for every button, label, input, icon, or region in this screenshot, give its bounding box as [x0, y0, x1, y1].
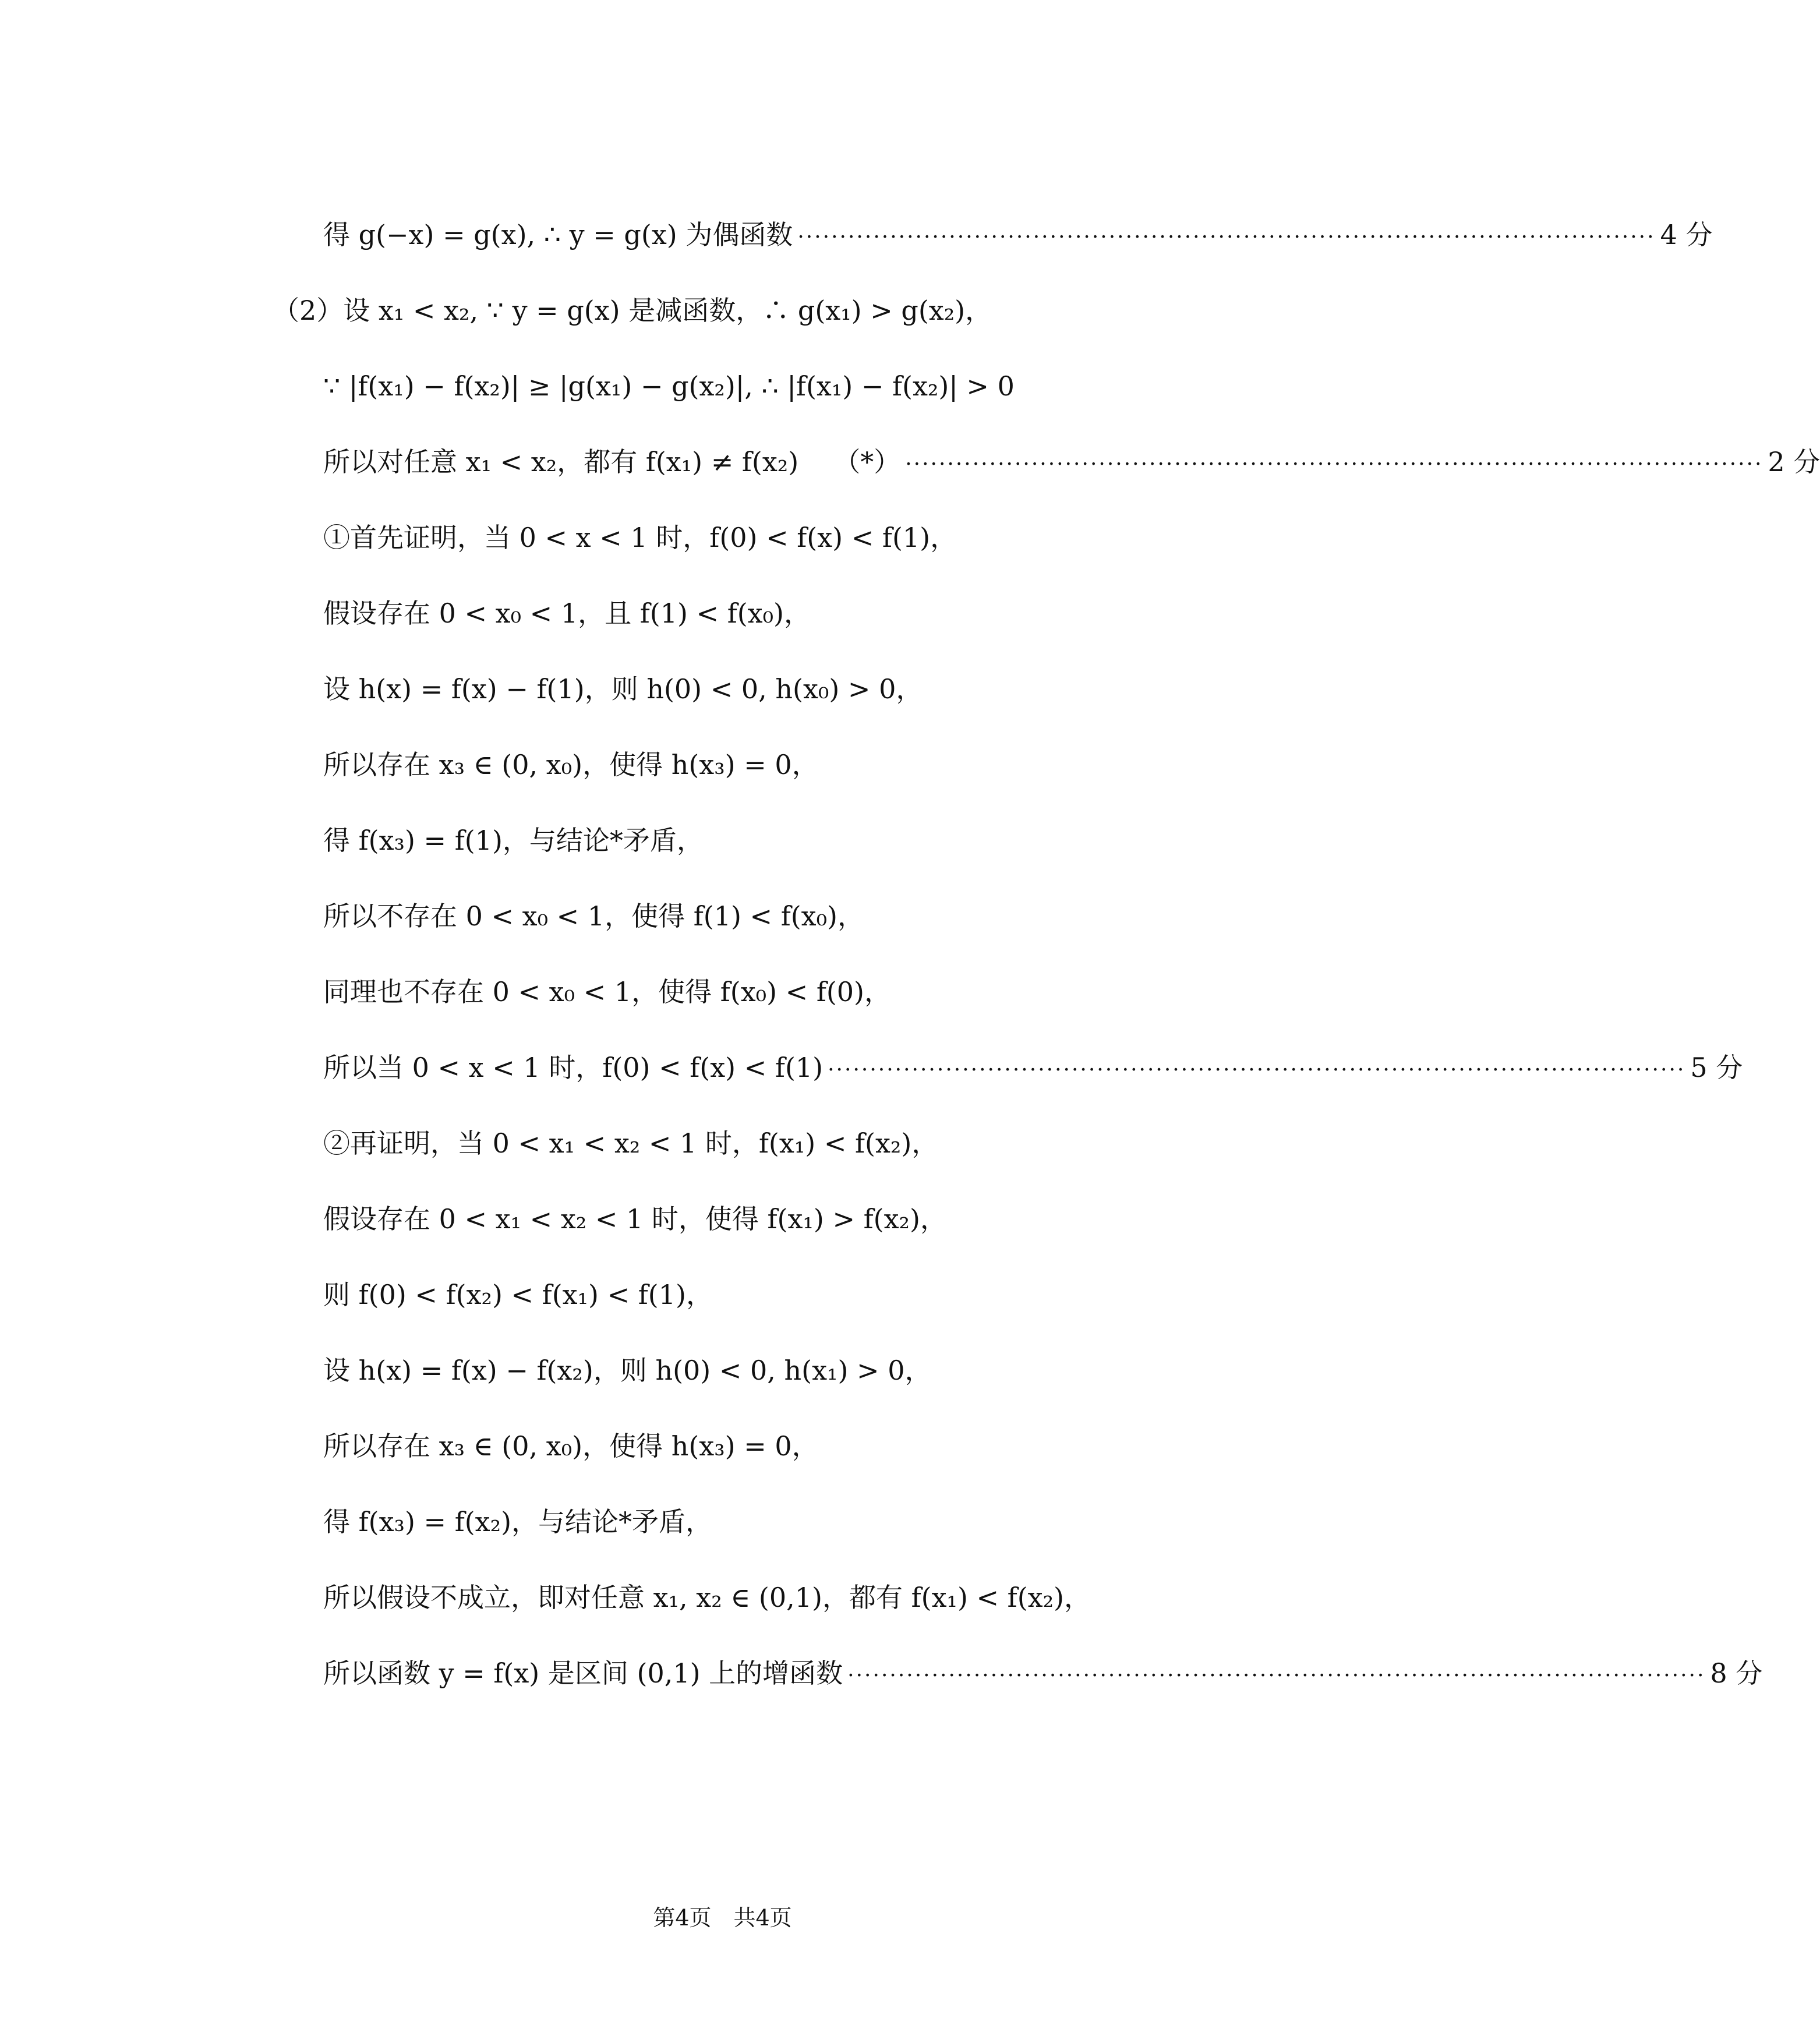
leader-dots: ······································································································	[847, 1664, 1706, 1688]
solution-line-17	[323, 1426, 1240, 1466]
solution-line-19	[323, 1577, 1240, 1618]
line-text: 假设存在 0 < x₁ < x₂ < 1 时，使得 f(x₁) > f(x₂)，	[323, 1203, 947, 1235]
line-text: 假设存在 0 < x₀ < 1，且 f(1) < f(x₀)，	[323, 598, 811, 629]
line-text: ∵ |f(x₁) − f(x₂)| ≥ |g(x₁) − g(x₂)|, ∴ |f(x₁) − f(x₂)| > 0	[323, 370, 1015, 402]
line-text: 所以存在 x₃ ∈ (0, x₀)，使得 h(x₃) = 0，	[323, 749, 819, 780]
line-text: 同理也不存在 0 < x₀ < 1，使得 f(x₀) < f(0)，	[323, 976, 892, 1008]
solution-line-9	[323, 820, 1240, 861]
solution-line-11	[323, 971, 1240, 1012]
solution-line-1	[323, 214, 1713, 255]
line-text: 所以不存在 0 < x₀ < 1，使得 f(1) < f(x₀)，	[323, 900, 865, 932]
line-text: 所以存在 x₃ ∈ (0, x₀)，使得 h(x₃) = 0，	[323, 1430, 819, 1462]
line-text: 得 g(−x) = g(x), ∴ y = g(x) 为偶函数	[323, 219, 793, 250]
line-text: 所以对任意 x₁ < x₂，都有 f(x₁) ≠ f(x₂)	[323, 446, 799, 478]
score-label: 4 分	[1660, 219, 1713, 250]
line-text: 所以假设不成立，即对任意 x₁, x₂ ∈ (0,1)，都有 f(x₁) < f(x₂)，	[323, 1582, 1091, 1613]
solution-line-3	[323, 366, 1240, 407]
solution-line-14	[323, 1199, 1240, 1239]
solution-line-10	[323, 896, 1240, 936]
leader-dots: ······································································································	[797, 225, 1656, 249]
conclusion-tag: （*）	[833, 446, 901, 478]
line-text: 所以函数 y = f(x) 是区间 (0,1) 上的增函数	[323, 1657, 843, 1689]
line-text: 设 h(x) = f(x) − f(x₂)，则 h(0) < 0, h(x₁) > 0，	[323, 1355, 932, 1386]
line-text: 设 h(x) = f(x) − f(1)，则 h(0) < 0, h(x₀) > 0，	[323, 673, 923, 705]
score-label: 2 分	[1768, 446, 1820, 478]
solution-line-15	[323, 1274, 1240, 1315]
score-label: 8 分	[1710, 1657, 1763, 1689]
solution-line-2	[273, 290, 1240, 331]
solution-line-5	[323, 517, 1240, 558]
line-text: （2）设 x₁ < x₂, ∵ y = g(x) 是减函数，∴ g(x₁) > g(x₂)，	[273, 295, 992, 326]
leader-dots: ······································································································	[905, 453, 1764, 476]
leader-dots: ······································································································	[828, 1058, 1686, 1082]
solution-line-18	[323, 1501, 1240, 1542]
score-label: 5 分	[1690, 1052, 1743, 1083]
solution-line-8	[323, 744, 1240, 785]
solution-line-4	[323, 441, 1820, 482]
line-text: 则 f(0) < f(x₂) < f(x₁) < f(1)，	[323, 1279, 713, 1310]
line-text: ①首先证明，当 0 < x < 1 时，f(0) < f(x) < f(1)，	[323, 522, 957, 553]
solution-line-20	[323, 1653, 1763, 1694]
solution-line-13	[323, 1123, 1240, 1164]
solution-line-7	[323, 669, 1240, 709]
solution-line-16	[323, 1350, 1240, 1391]
solution-line-12	[323, 1047, 1743, 1088]
line-text: ②再证明，当 0 < x₁ < x₂ < 1 时，f(x₁) < f(x₂)，	[323, 1127, 939, 1159]
solution-line-6	[323, 593, 1240, 634]
page-footer: 第4页 共4页	[653, 1905, 792, 1931]
line-text: 得 f(x₃) = f(x₂)，与结论*矛盾，	[323, 1506, 713, 1537]
line-text: 所以当 0 < x < 1 时，f(0) < f(x) < f(1)	[323, 1052, 824, 1083]
line-text: 得 f(x₃) = f(1)，与结论*矛盾，	[323, 825, 704, 856]
